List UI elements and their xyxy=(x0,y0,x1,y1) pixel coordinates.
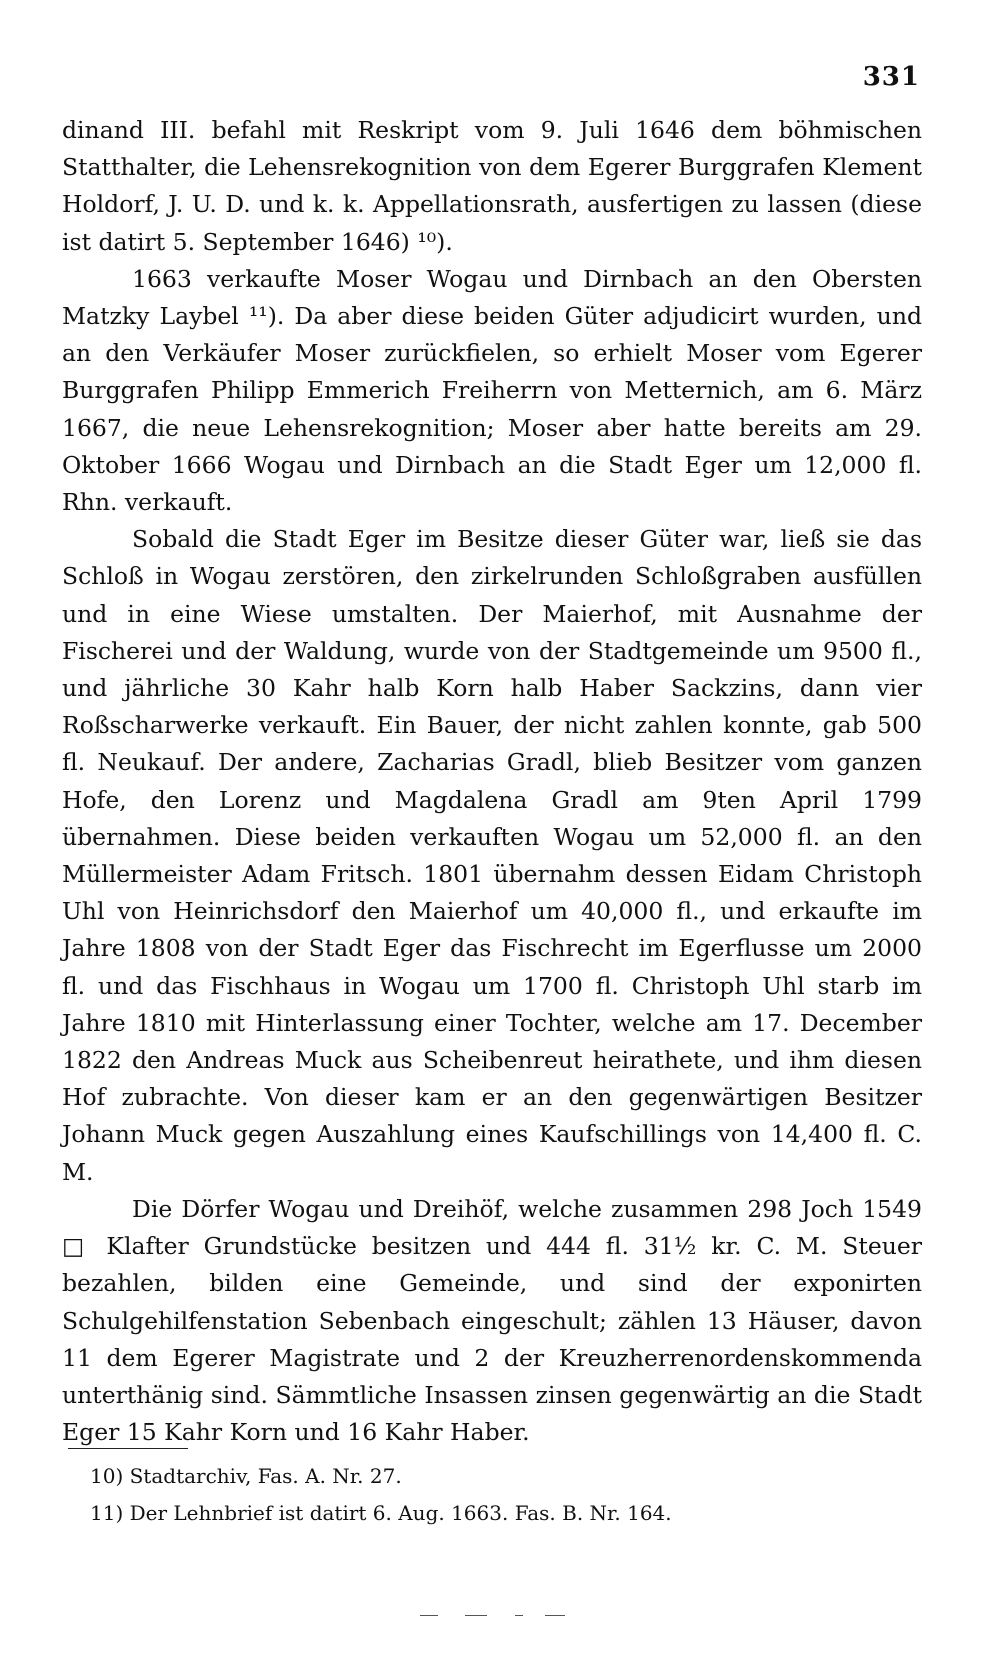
footnotes xyxy=(90,1458,910,1532)
footnote-10: 10) Stadtarchiv, Fas. A. Nr. 27. xyxy=(90,1464,402,1488)
paragraph-2: 1663 verkaufte Moser Wogau und Dirnbach an den Obersten Matzky Laybel ¹¹). Da aber diese beiden Güter adjudicirt wurden, und an den Verkäufer Moser zurückfielen, so erhielt Moser vom Egerer Burggrafen Philipp Emmerich Freiherrn von Metternich, am 6. März 1667, die neue Lehensrekognition; Moser aber hatte bereits am 29. Oktober 1666 Wogau und Dirnbach an die Stadt Eger um 12,000 fl. Rhn. verkauft. xyxy=(62,264,922,517)
paragraph-4: Die Dörfer Wogau und Dreihöf, welche zusammen 298 Joch 1549 □ Klafter Grundstücke besitzen und 444 fl. 31½ kr. C. M. Steuer bezahlen, bilden eine Gemeinde, und sind der exponirten Schulgehilfenstation Sebenbach eingeschult; zählen 13 Häuser, davon 11 dem Egerer Magistrate und 2 der Kreuzherrenordenskommenda unterthänig sind. Sämmtliche Insassen zinsen gegenwärtig an die Stadt Eger 15 Kahr Korn und 16 Kahr Haber. xyxy=(62,1194,922,1447)
paragraph-3: Sobald die Stadt Eger im Besitze dieser Güter war, ließ sie das Schloß in Wogau zerstören, den zirkelrunden Schloßgraben ausfüllen und in eine Wiese umstalten. Der Maierhof, mit Ausnahme der Fischerei und der Waldung, wurde von der Stadtgemeinde um 9500 fl., und jährliche 30 Kahr halb Korn halb Haber Sackzins, dann vier Roßscharwerke verkauft. Ein Bauer, der nicht zahlen konnte, gab 500 fl. Neukauf. Der andere, Zacharias Gradl, blieb Besitzer vom ganzen Hofe, den Lorenz und Magdalena Gradl am 9ten April 1799 übernahmen. Diese beiden verkauften Wogau um 52,000 fl. an den Müllermeister Adam Fritsch. 1801 übernahm dessen Eidam Christoph Uhl von Heinrichsdorf den Maierhof um 40,000 fl., und erkaufte im Jahre 1808 von der Stadt Eger das Fischrecht im Egerflusse um 2000 fl. und das Fischhaus in Wogau um 1700 fl. Christoph Uhl starb im Jahre 1810 mit Hinterlassung einer Tochter, welche am 17. December 1822 den Andreas Muck aus Scheibenreut heirathete, und ihm diesen Hof zubrachte. Von dieser kam er an den gegenwärtigen Besitzer Johann Muck gegen Auszahlung eines Kaufschillings von 14,400 fl. C. M. xyxy=(62,525,922,1186)
page-number: 331 xyxy=(862,62,920,92)
paragraph-1: dinand III. befahl mit Reskript vom 9. Juli 1646 dem böhmischen Statthalter, die Lehensrekognition von dem Egerer Burggrafen Klement Holdorf, J. U. D. und k. k. Appellationsrath, ausfertigen zu lassen (diese ist datirt 5. September 1646) ¹⁰). xyxy=(62,116,922,256)
footnote-divider xyxy=(68,1448,188,1449)
print-marks xyxy=(420,1615,580,1621)
footnote-11: 11) Der Lehnbrief ist datirt 6. Aug. 1663. Fas. B. Nr. 164. xyxy=(90,1501,672,1525)
body-text xyxy=(62,112,922,1451)
